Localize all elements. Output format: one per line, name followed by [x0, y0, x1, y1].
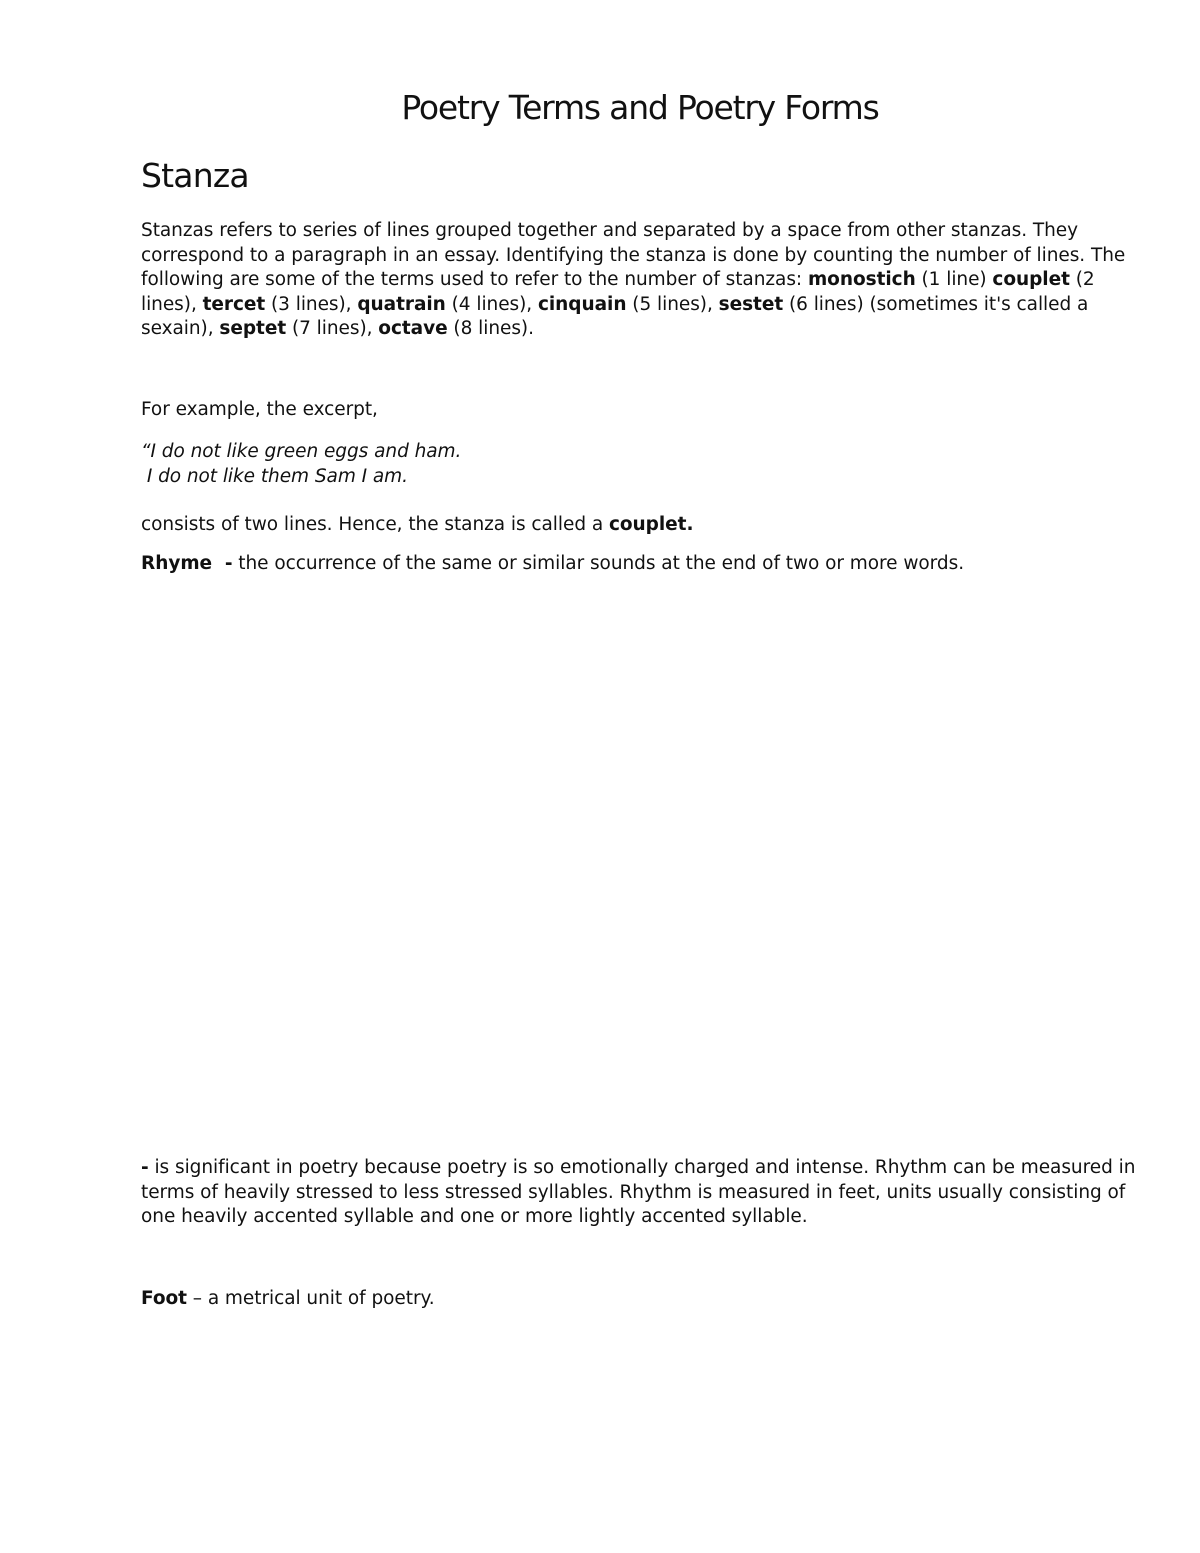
example-intro: For example, the excerpt, — [141, 399, 378, 420]
excerpt-conclusion — [141, 513, 1151, 538]
term-sestet-desc: (6 lines) (sometimes it's called a sexain), — [141, 293, 1089, 340]
rhyme-term: Rhyme - — [141, 553, 233, 574]
foot-term: Foot — [141, 1288, 187, 1309]
term-septet-desc: (7 lines), — [286, 318, 379, 340]
section-heading-stanza: Stanza — [141, 156, 249, 195]
term-couplet-desc: (2 lines), — [141, 269, 1095, 315]
term-quatrain: quatrain — [357, 293, 446, 315]
rhyme-definition-text: the occurrence of the same or similar sounds at the end of two or more words. — [232, 553, 965, 574]
term-monostich: monostich — [807, 269, 916, 291]
term-couplet: couplet — [992, 269, 1070, 291]
term-cinquain: cinquain — [537, 293, 627, 315]
stanza-definition-intro: Stanzas refers to series of lines grouped together and separated by a space from other stanzas. They correspond to a paragraph in an essay. Identifying the stanza is done by counting the number of lines. The following are some of the terms used to refer to the number of stanzas: — [141, 220, 1126, 291]
conclusion-text: consists of two lines. Hence, the stanza is called a — [141, 514, 609, 535]
term-cinquain-desc: (5 lines), — [626, 293, 719, 315]
term-sestet: sestet — [718, 293, 784, 315]
excerpt-line-1: “I do not like green eggs and ham. — [141, 441, 462, 462]
excerpt-line-2: I do not like them Sam I am. — [141, 465, 408, 487]
rhyme-definition — [141, 552, 1151, 577]
poem-excerpt — [141, 440, 1151, 489]
rhythm-text: is significant in poetry because poetry is so emotionally charged and intense. Rhythm can be measured in terms of heavily stressed to less stressed syllables. Rhythm is measured in feet, units usually consisting of one heavily accented syllable and one or more lightly accented syllable. — [141, 1157, 1136, 1228]
page-title: Poetry Terms and Poetry Forms — [401, 88, 879, 127]
term-tercet-desc: (3 lines), — [265, 293, 358, 315]
stanza-definition-paragraph — [141, 219, 1151, 342]
term-tercet: tercet — [202, 293, 266, 315]
foot-definition — [141, 1287, 1151, 1312]
conclusion-term: couplet. — [608, 514, 694, 535]
foot-definition-text: – a metrical unit of poetry. — [186, 1288, 435, 1309]
rhythm-dash: - — [141, 1157, 149, 1178]
term-octave-desc: (8 lines). — [447, 318, 534, 340]
term-octave: octave — [378, 318, 448, 340]
term-quatrain-desc: (4 lines), — [445, 293, 538, 315]
term-monostich-desc: (1 line) — [915, 269, 993, 291]
rhythm-paragraph — [141, 1156, 1151, 1230]
term-septet: septet — [219, 318, 287, 340]
